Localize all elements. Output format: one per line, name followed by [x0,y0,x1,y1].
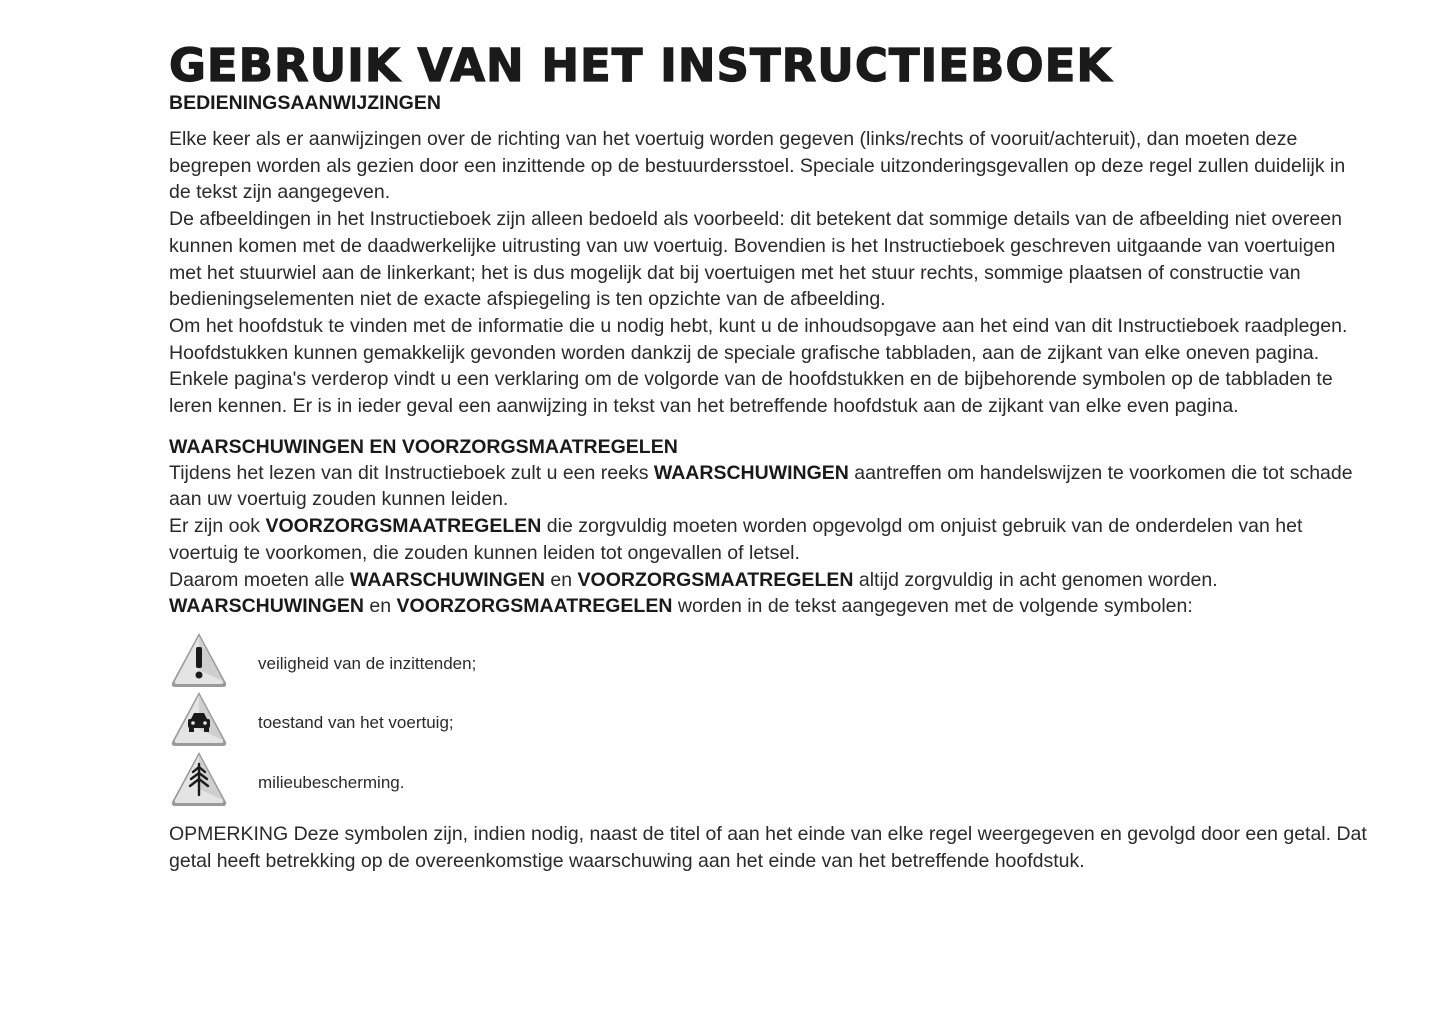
exclamation-warning-icon [169,630,229,690]
paragraph: Er zijn ook VOORZORGSMAATREGELEN die zorgvuldig moeten worden opgevolgd om onjuist gebruik van de onderdelen van het voertuig te voorkomen, die zouden kunnen leiden tot ongevallen of letsel. [169,515,1303,564]
symbol-label: toestand van het voertuig; [258,713,454,733]
paragraph: WAARSCHUWINGEN en VOORZORGSMAATREGELEN worden in de tekst aangegeven met de volgende symbolen: [169,595,1193,618]
warnings-body [169,460,1369,620]
paragraph: Elke keer als er aanwijzingen over de richting van het voertuig worden gegeven (links/rechts of vooruit/achteruit), dan moeten deze begrepen worden als gezien door een inzittende op de bestuurdersstoel. Speciale uitzonderingsgevallen op deze regel zullen duidelijk in de tekst zijn aangegeven. [169,128,1346,204]
symbol-label: veiligheid van de inzittenden; [258,653,477,673]
paragraph: Om het hoofdstuk te vinden met de informatie die u nodig hebt, kunt u de inhoudsopgave aan het eind van dit Instructieboek raadplegen. [169,314,1348,337]
paragraph: De afbeeldingen in het Instructieboek zijn alleen bedoeld als voorbeeld: dit betekent dat sommige details van de afbeelding niet overeen kunnen komen met de daadwerkelijke uitrusting van uw voertuig. Bovendien is het Instructieboek geschreven uitgaande van voertuigen met het stuurwiel aan de linkerkant; het is dus mogelijk dat bij voertuigen met het stuur rechts, sommige plaatsen of constructie van bedieningselementen niet de exacte afspiegeling is ten opzichte van de afbeelding. [169,208,1342,311]
paragraph: Tijdens het lezen van dit Instructieboek zult u een reeks WAARSCHUWINGEN aantreffen om handelswijzen te voorkomen die tot schade aan uw voertuig zouden kunnen leiden. [169,461,1353,511]
page-content [169,38,1369,875]
symbol-row [169,630,1369,690]
section-heading-instructions: BEDIENINGSAANWIJZINGEN [169,92,441,114]
paragraph: Hoofdstukken kunnen gemakkelijk gevonden worden dankzij de speciale grafische tabbladen, aan de zijkant van elke oneven pagina. Enkele pagina's verderop vindt u een verklaring om de volgorde van de hoofdstukken en de bijbehorende symbolen op de tabbladen te leren kennen. Er is in ieder geval een aanwijzing in tekst van het betreffende hoofdstuk aan de zijkant van elke even pagina. [169,341,1333,418]
symbol-row [169,749,1369,809]
symbol-legend [169,630,1369,809]
page-title: GEBRUIK VAN HET INSTRUCTIEBOEK [169,39,1113,92]
paragraph: Daarom moeten alle WAARSCHUWINGEN en VOORZORGSMAATREGELEN altijd zorgvuldig in acht genomen worden. [169,568,1218,591]
symbol-row [169,689,1369,749]
section-heading-warnings: WAARSCHUWINGEN EN VOORZORGSMAATREGELEN [169,435,678,458]
tree-warning-icon [169,749,229,809]
instructions-body [169,126,1369,420]
note-paragraph: OPMERKING Deze symbolen zijn, indien nodig, naast de titel of aan het einde van elke regel weergegeven en gevolgd door een getal. Dat getal heeft betrekking op de overeenkomstige waarschuwing aan het einde van het betreffende hoofdstuk. [169,823,1367,873]
car-warning-icon [169,689,229,749]
symbol-label: milieubescherming. [258,772,405,792]
